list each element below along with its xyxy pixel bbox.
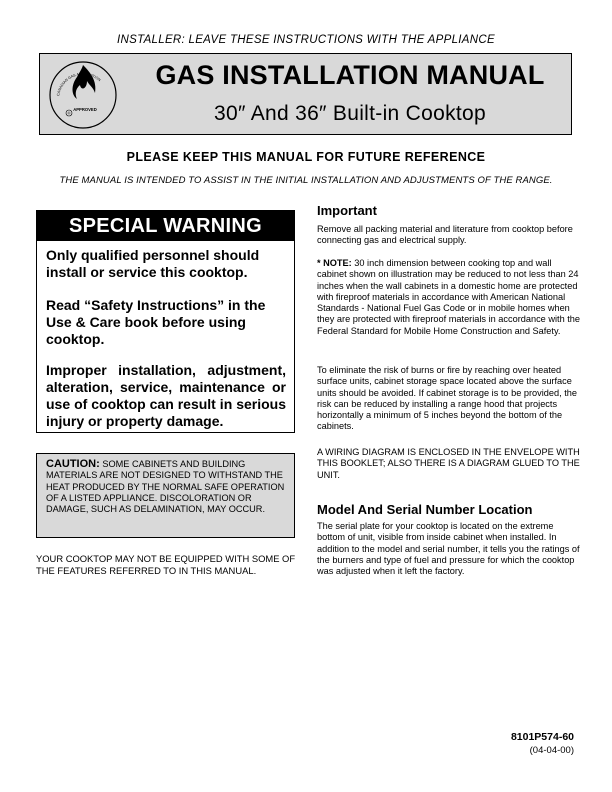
- caution-box: [36, 453, 295, 538]
- important-heading: Important: [317, 203, 377, 218]
- logo-approved-text: APPROVED: [73, 107, 97, 112]
- part-number: 8101P574-60: [510, 731, 574, 743]
- title-box: [39, 53, 572, 135]
- wiring-diagram-text: A WIRING DIAGRAM IS ENCLOSED IN THE ENVELOPE WITH THIS BOOKLET; ALSO THERE IS A DIAGRAM GLUED TO THE UNIT.: [317, 447, 580, 480]
- flame-seal-icon: [47, 59, 119, 131]
- page-subtitle: 30″ And 36″ Built-in Cooktop: [214, 102, 486, 125]
- special-warning-box: [36, 210, 295, 433]
- warning-paragraph: Read “Safety Instructions” in the Use & Care book before using cooktop.: [46, 297, 266, 347]
- model-serial-heading: Model And Serial Number Location: [317, 502, 533, 517]
- warning-paragraph: Only qualified personnel should install or service this cooktop.: [46, 247, 260, 280]
- warning-paragraph: Improper installation, adjustment, alteration, service, maintenance or use of cooktop can result in serious injury or property damage.: [46, 362, 286, 429]
- features-notice: YOUR COOKTOP MAY NOT BE EQUIPPED WITH SOME OF THE FEATURES REFERRED TO IN THIS MANUAL.: [36, 553, 296, 576]
- note-text: 30 inch dimension between cooking top and wall cabinet shown on illustration may be reduced to not less than 24 inches when the wall cabinets in a domestic home are protected with fireproof materials in accordance with American National Standards - National Fuel Gas Code or in mobile homes when they are protected with fireproof materials in accordance with the Federal Standard for Mobile Home Construction and Safety.: [317, 258, 580, 336]
- remove-packing-text: Remove all packing material and literature from cooktop before connecting gas and electrical supply.: [317, 224, 573, 246]
- caution-text: SOME CABINETS AND BUILDING MATERIALS ARE NOT DESIGNED TO WITHSTAND THE HEAT PRODUCED BY THE NORMAL SAFE OPERATION OF A LISTED APPLIANCE. DISCOLORATION OR DAMAGE, SUCH AS DELAMINATION, MAY OCCUR.: [46, 459, 285, 515]
- logo-ring-text: CANADIAN GAS ASSOCIATION: [56, 71, 102, 97]
- caution-label: CAUTION:: [46, 458, 100, 470]
- eliminate-risk-text: To eliminate the risk of burns or fire by reaching over heated surface units, cabinet storage space located above the surface units should be avoided. If cabinet storage is to be provided, the risk can be reduced by installing a range hood that projects horizontally a minimum of 5 inches beyond the bottom of the cabinets.: [317, 365, 577, 432]
- keep-manual-notice: PLEASE KEEP THIS MANUAL FOR FUTURE REFERENCE: [126, 150, 486, 164]
- registered-mark: ®: [67, 110, 71, 116]
- model-serial-text: The serial plate for your cooktop is located on the extreme bottom of unit, visible from inside cabinet when installed. In addition to the model and serial number, it tells you the ratings of the burners and type of fuel and pressure for which the cooktop was adjusted when it left the factory.: [317, 521, 580, 577]
- intended-note: THE MANUAL IS INTENDED TO ASSIST IN THE INITIAL INSTALLATION AND ADJUSTMENTS OF THE RANGE.: [59, 175, 553, 186]
- note-paragraph: [317, 258, 580, 337]
- page-title: GAS INSTALLATION MANUAL: [155, 60, 545, 90]
- special-warning-heading: SPECIAL WARNING: [37, 211, 294, 241]
- note-label: * NOTE:: [317, 258, 352, 268]
- installer-note: INSTALLER: LEAVE THESE INSTRUCTIONS WITH THE APPLIANCE: [117, 34, 495, 46]
- revision-date: (04-04-00): [529, 745, 574, 756]
